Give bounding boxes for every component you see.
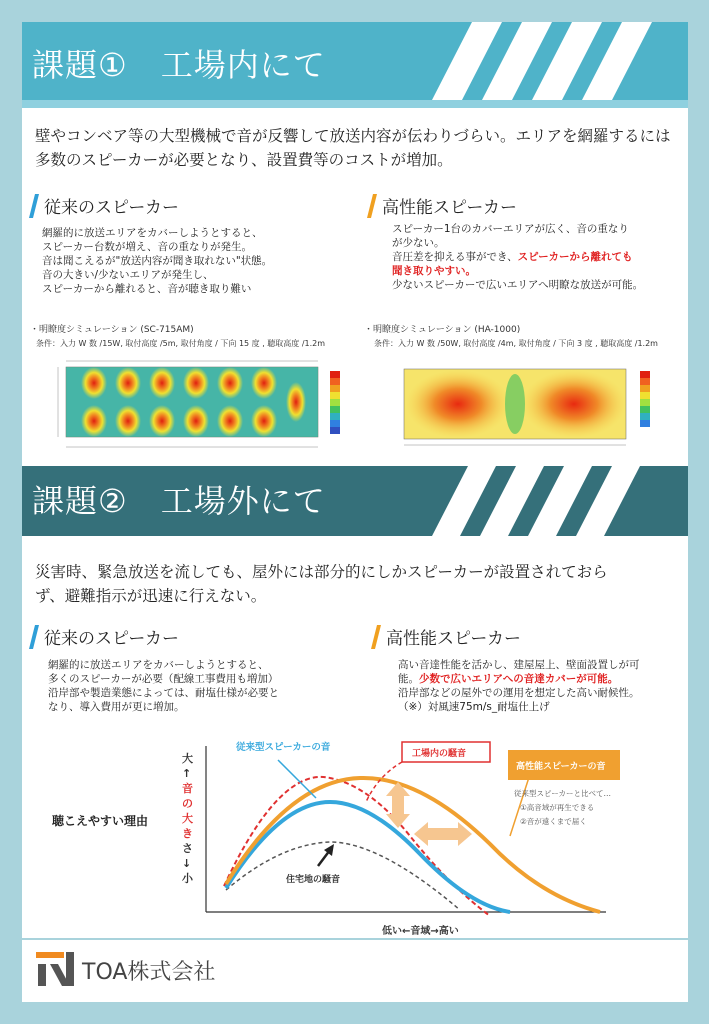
- text-line: 音の大きい/少ないエリアが発生し、: [42, 269, 214, 281]
- section2-right-heading: [374, 624, 521, 649]
- section1-right-body: [392, 222, 643, 292]
- series-conventional-speaker: [226, 802, 510, 912]
- section2-banner: [22, 466, 688, 546]
- stripes-decoration: [412, 22, 672, 100]
- footer-divider: [22, 938, 688, 940]
- sim-left-heatmap: [40, 355, 358, 455]
- heading-text: 高性能スピーカー: [382, 198, 517, 218]
- heading-text: 従来のスピーカー: [44, 198, 179, 218]
- heading-text: 高性能スピーカー: [386, 629, 521, 649]
- text-span: 音圧差を抑える事ができ、: [392, 251, 518, 263]
- banner-underline: [22, 536, 688, 546]
- section1-left-heading: [32, 193, 179, 218]
- text-line: 少ないスピーカーで広いエリアへ明瞭な放送が可能。: [392, 279, 644, 291]
- sim-right-heatmap: [378, 355, 678, 455]
- chart-title: 聴こえやすい理由: [52, 814, 149, 828]
- series-factory-noise: [224, 777, 490, 916]
- y-axis-label: 大↑音の大きさ↓小: [182, 752, 193, 885]
- sound-chart: [170, 726, 640, 938]
- text-line: 網羅的に放送エリアをカバーしようとすると、: [42, 227, 263, 239]
- text-line: なり、導入費用が更に増加。: [48, 701, 185, 713]
- vertical-difference-arrow: [386, 782, 410, 828]
- toa-logo-icon: [36, 952, 76, 988]
- section2-lead: 災害時、緊急放送を流しても、屋外には部分的にしかスピーカーが設置されておらず、避難指示が迅速に行えない。: [35, 563, 608, 605]
- text-line: スピーカーから離れると、音が聴き取り難い: [42, 283, 252, 295]
- label-conventional-speaker: 従来型スピーカーの音: [236, 742, 331, 753]
- section1-banner: [22, 22, 688, 108]
- banner-underline: [22, 100, 688, 108]
- sim-left-caption: ・明瞭度シミュレーション (SC-715AM): [30, 325, 194, 335]
- text-line: スピーカー1台のカバーエリアが広く、音の重なり: [392, 223, 629, 235]
- label-high-performance-speaker: 高性能スピーカーの音: [516, 762, 606, 772]
- text-line: が少ない。: [392, 237, 445, 249]
- label-residential-noise: 住宅地の騒音: [286, 875, 341, 885]
- horizontal-difference-arrow: [414, 822, 472, 846]
- label-factory-noise: 工場内の騒音: [412, 749, 467, 759]
- text-line: 網羅的に放送エリアをカバーしようとすると、: [48, 659, 269, 671]
- highlight-text: 聞き取りやすい。: [392, 265, 476, 277]
- company-name: TOA株式会社: [82, 960, 216, 985]
- text-line: スピーカー台数が増え、音の重なりが発生。: [42, 241, 252, 253]
- section2-right-body: [398, 658, 640, 714]
- sim-left-conditions: 条件：入力 W 数 /15W, 取付高度 /5m, 取付角度 / 下向 15 度 , 聴取高度 /1.2m: [36, 339, 326, 348]
- series-residential-noise: [226, 842, 460, 910]
- sim-right-caption: ・明瞭度シミュレーション (HA-1000): [364, 325, 521, 335]
- section1-lead: 壁やコンベア等の大型機械で音が反響して放送内容が伝わりづらい。エリアを網羅するには多数のスピーカーが必要となり、設置費等のコストが増加。: [35, 127, 671, 169]
- text-line: （※）対風速75m/s_耐塩仕上げ: [398, 701, 550, 713]
- text-line: 高い音達性能を活かし、建屋屋上、壁面設置しが可: [398, 659, 640, 671]
- section1-right-heading: [370, 193, 517, 218]
- text-line: [398, 672, 640, 686]
- sim-right-conditions: 条件：入力 W 数 /50W, 取付高度 /4m, 取付角度 / 下向 3 度 , 聴取高度 /1.2m: [374, 339, 658, 348]
- text-line: 多くのスピーカーが必要（配線工事費用も増加）: [48, 673, 279, 685]
- annotation-item: ①高音域が再生できる: [520, 803, 595, 812]
- text-line: 音は聞こえるが"放送内容が聞き取れない"状態。: [42, 255, 273, 267]
- annotation-item: ②音が遠くまで届く: [520, 817, 587, 826]
- section1-title: 課題① 工場内にて: [32, 46, 326, 84]
- annotation-title: 従来型スピーカーと比べて…: [514, 789, 612, 798]
- section2-left-heading: [32, 624, 179, 649]
- highlight-text: スピーカーから離れても: [517, 251, 633, 263]
- stripes-decoration: [412, 466, 672, 544]
- section2-left-body: [48, 658, 279, 714]
- text-line: 沿岸部などの屋外での運用を想定した高い耐候性。: [398, 687, 640, 699]
- text-line: 沿岸部や製造業態によっては、耐塩仕様が必要と: [48, 687, 279, 699]
- section1-left-body: [42, 226, 272, 296]
- text-span: 能。: [398, 673, 419, 685]
- section2-title: 課題② 工場外にて: [32, 482, 326, 520]
- highlight-text: 少数で広いエリアへの音達カバーが可能。: [419, 673, 619, 685]
- heading-text: 従来のスピーカー: [44, 629, 179, 649]
- x-axis-label: 低い←音域→高い: [382, 926, 459, 937]
- text-line: [392, 250, 643, 264]
